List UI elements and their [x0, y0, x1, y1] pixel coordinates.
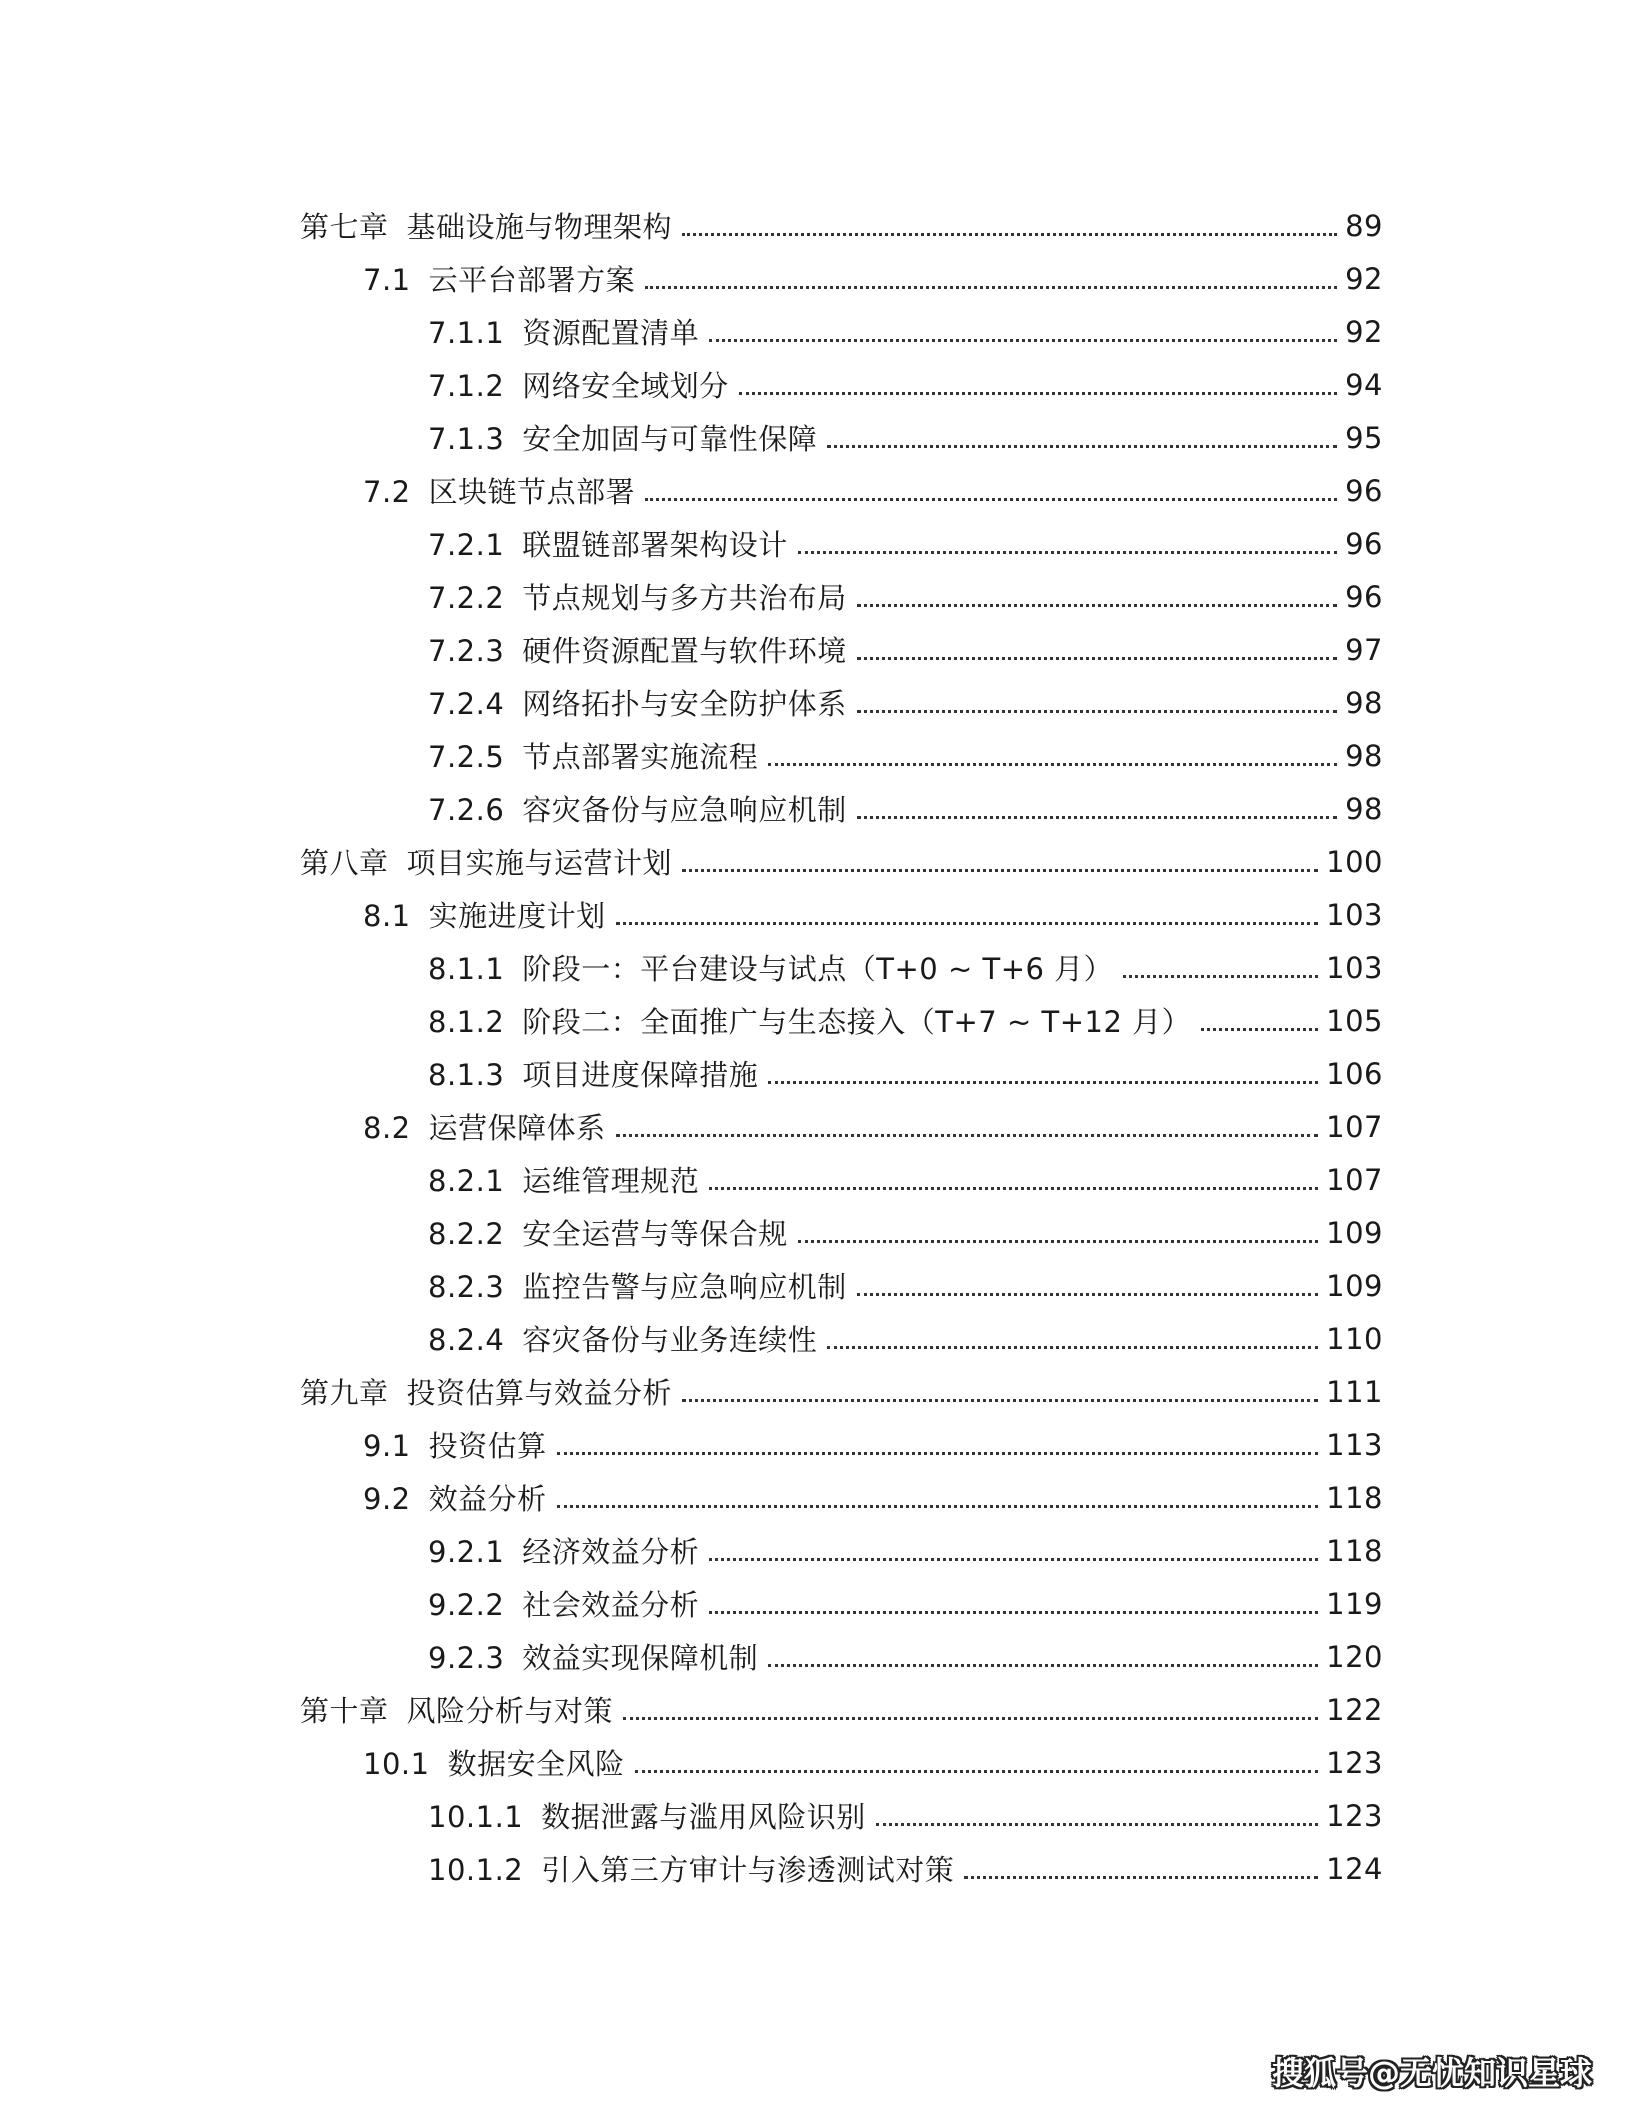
toc-entry-level-3[interactable]: [300, 1577, 1383, 1630]
toc-entry-page-number: 96: [1345, 526, 1383, 561]
dot-leader: [682, 1398, 1318, 1402]
toc-entry-number: 7.1.3: [428, 422, 505, 456]
dot-leader: [1123, 974, 1318, 978]
toc-entry-number: 7.1: [363, 263, 411, 297]
toc-entry-page-number: 107: [1326, 1109, 1383, 1144]
toc-entry-title: 基础设施与物理架构: [406, 210, 673, 244]
dot-leader: [857, 656, 1337, 660]
toc-entry-level-2[interactable]: [300, 1100, 1383, 1153]
dot-leader: [876, 1822, 1318, 1826]
dot-leader: [768, 762, 1337, 766]
toc-entry-level-3[interactable]: [300, 1206, 1383, 1259]
toc-entry-title: 阶段二：全面推广与生态接入（T+7 ~ T+12 月）: [522, 1005, 1192, 1039]
toc-entry-title: 联盟链部署架构设计: [522, 528, 788, 562]
toc-entry-page-number: 100: [1326, 844, 1383, 879]
toc-entry-level-2[interactable]: [300, 1736, 1383, 1789]
dot-leader: [1201, 1027, 1318, 1031]
toc-entry-level-3[interactable]: [300, 941, 1383, 994]
toc-entry-heading: [428, 1318, 817, 1359]
toc-entry-heading: [428, 1636, 758, 1677]
toc-entry-level-3[interactable]: [300, 994, 1383, 1047]
toc-entry-title: 运营保障体系: [428, 1111, 606, 1145]
toc-entry-heading: [428, 1848, 954, 1889]
toc-entry-number: 9.2.1: [428, 1535, 505, 1569]
dot-leader: [857, 815, 1337, 819]
toc-entry-heading: [428, 788, 847, 829]
toc-entry-level-3[interactable]: [300, 1789, 1383, 1842]
toc-entry-level-3[interactable]: [300, 305, 1383, 358]
toc-entry-title: 安全加固与可靠性保障: [522, 422, 818, 456]
toc-entry-page-number: 111: [1326, 1374, 1383, 1409]
toc-entry-number: 7.2.2: [428, 581, 505, 615]
toc-entry-level-2[interactable]: [300, 252, 1383, 305]
toc-entry-page-number: 98: [1345, 738, 1383, 773]
toc-entry-number: 8.1.2: [428, 1005, 505, 1039]
dot-leader: [645, 497, 1337, 501]
toc-entry-page-number: 92: [1345, 314, 1383, 349]
toc-entry-title: 风险分析与对策: [406, 1694, 614, 1728]
toc-entry-heading: [428, 1583, 699, 1624]
toc-entry-level-1[interactable]: [300, 199, 1383, 252]
dot-leader: [739, 391, 1337, 395]
toc-entry-number: 第八章: [300, 846, 389, 880]
toc-entry-page-number: 123: [1326, 1798, 1383, 1833]
toc-entry-title: 投资估算: [428, 1429, 547, 1463]
toc-entry-title: 阶段一：平台建设与试点（T+0 ~ T+6 月）: [522, 952, 1114, 986]
toc-entry-heading: [428, 1530, 699, 1571]
toc-entry-level-2[interactable]: [300, 1418, 1383, 1471]
toc-entry-heading: [363, 470, 635, 511]
toc-entry-number: 8.1.1: [428, 952, 505, 986]
toc-entry-page-number: 98: [1345, 791, 1383, 826]
toc-entry-page-number: 92: [1345, 261, 1383, 296]
toc-entry-title: 容灾备份与业务连续性: [522, 1323, 818, 1357]
toc-entry-title: 硬件资源配置与软件环境: [522, 634, 847, 668]
dot-leader: [635, 1769, 1319, 1773]
toc-entry-number: 7.2.5: [428, 740, 505, 774]
dot-leader: [857, 1292, 1318, 1296]
toc-entry-number: 8.2.3: [428, 1270, 505, 1304]
toc-entry-number: 7.2.1: [428, 528, 505, 562]
toc-entry-level-3[interactable]: [300, 411, 1383, 464]
toc-entry-page-number: 123: [1326, 1745, 1383, 1780]
toc-entry-level-3[interactable]: [300, 517, 1383, 570]
toc-entry-heading: [428, 417, 817, 458]
toc-entry-number: 第七章: [300, 210, 389, 244]
toc-entry-heading: [363, 1477, 547, 1518]
toc-entry-page-number: 109: [1326, 1268, 1383, 1303]
toc-entry-title: 项目进度保障措施: [522, 1058, 759, 1092]
toc-entry-level-3[interactable]: [300, 570, 1383, 623]
toc-entry-heading: [428, 1795, 866, 1836]
toc-entry-number: 8.1.3: [428, 1058, 505, 1092]
toc-entry-level-1[interactable]: [300, 1365, 1383, 1418]
dot-leader: [557, 1504, 1319, 1508]
toc-entry-heading: [428, 311, 699, 352]
toc-entry-number: 7.2.3: [428, 634, 505, 668]
toc-entry-number: 9.2.2: [428, 1588, 505, 1622]
toc-entry-page-number: 119: [1326, 1586, 1383, 1621]
dot-leader: [557, 1451, 1319, 1455]
toc-entry-number: 第九章: [300, 1376, 389, 1410]
dot-leader: [709, 338, 1337, 342]
toc-entry-title: 数据安全风险: [447, 1747, 625, 1781]
toc-entry-title: 网络安全域划分: [522, 369, 729, 403]
toc-entry-level-3[interactable]: [300, 1630, 1383, 1683]
toc-entry-page-number: 96: [1345, 579, 1383, 614]
toc-entry-level-3[interactable]: [300, 782, 1383, 835]
toc-entry-heading: [428, 1212, 788, 1253]
toc-entry-heading: [428, 947, 1113, 988]
toc-entry-heading: [363, 258, 635, 299]
toc-entry-title: 区块链节点部署: [428, 475, 636, 509]
dot-leader: [682, 232, 1337, 236]
toc-entry-title: 投资估算与效益分析: [406, 1376, 673, 1410]
toc-entry-title: 资源配置清单: [522, 316, 700, 350]
toc-entry-number: 9.2: [363, 1482, 411, 1516]
toc-entry-heading: [363, 1106, 606, 1147]
toc-entry-title: 节点规划与多方共治布局: [522, 581, 847, 615]
toc-entry-level-3[interactable]: [300, 1524, 1383, 1577]
toc-entry-heading: [428, 682, 847, 723]
toc-entry-heading: [363, 1424, 547, 1465]
toc-entry-level-3[interactable]: [300, 623, 1383, 676]
toc-entry-title: 引入第三方审计与渗透测试对策: [541, 1853, 955, 1887]
toc-entry-title: 效益分析: [428, 1482, 547, 1516]
toc-entry-title: 运维管理规范: [522, 1164, 700, 1198]
toc-entry-number: 8.2.4: [428, 1323, 505, 1357]
toc-entry-number: 8.1: [363, 899, 411, 933]
toc-entry-level-3[interactable]: [300, 1312, 1383, 1365]
toc-entry-page-number: 106: [1326, 1056, 1383, 1091]
toc-entry-level-3[interactable]: [300, 1259, 1383, 1312]
toc-entry-level-1[interactable]: [300, 835, 1383, 888]
toc-entry-title: 实施进度计划: [428, 899, 606, 933]
toc-entry-title: 节点部署实施流程: [522, 740, 759, 774]
toc-entry-heading: [428, 629, 847, 670]
toc-entry-level-3[interactable]: [300, 1153, 1383, 1206]
dot-leader: [709, 1186, 1318, 1190]
toc-entry-heading: [300, 841, 672, 882]
toc-entry-title: 安全运营与等保合规: [522, 1217, 788, 1251]
toc-entry-level-3[interactable]: [300, 1047, 1383, 1100]
dot-leader: [827, 1345, 1318, 1349]
toc-entry-page-number: 107: [1326, 1162, 1383, 1197]
toc-entry-title: 社会效益分析: [522, 1588, 700, 1622]
toc-entry-page-number: 105: [1326, 1003, 1383, 1038]
table-of-contents: [300, 199, 1383, 1895]
toc-entry-page-number: 124: [1326, 1851, 1383, 1886]
toc-entry-level-2[interactable]: [300, 1471, 1383, 1524]
toc-entry-page-number: 103: [1326, 950, 1383, 985]
toc-entry-number: 9.2.3: [428, 1641, 505, 1675]
toc-entry-level-3[interactable]: [300, 358, 1383, 411]
dot-leader: [964, 1875, 1318, 1879]
toc-entry-page-number: 96: [1345, 473, 1383, 508]
toc-entry-number: 8.2.2: [428, 1217, 505, 1251]
dot-leader: [616, 1133, 1319, 1137]
toc-entry-number: 10.1: [363, 1747, 430, 1781]
toc-entry-number: 7.2.6: [428, 793, 505, 827]
toc-entry-number: 第十章: [300, 1694, 389, 1728]
toc-entry-title: 网络拓扑与安全防护体系: [522, 687, 847, 721]
toc-entry-heading: [300, 205, 672, 246]
toc-entry-page-number: 98: [1345, 685, 1383, 720]
toc-entry-number: 8.2: [363, 1111, 411, 1145]
toc-entry-title: 效益实现保障机制: [522, 1641, 759, 1675]
toc-entry-page-number: 118: [1326, 1480, 1383, 1515]
watermark: 搜狐号@无忧知识星球: [1271, 2054, 1592, 2092]
toc-entry-page-number: 89: [1345, 208, 1383, 243]
dot-leader: [623, 1716, 1318, 1720]
toc-entry-page-number: 94: [1345, 367, 1383, 402]
toc-entry-title: 监控告警与应急响应机制: [522, 1270, 847, 1304]
toc-entry-heading: [428, 735, 758, 776]
toc-entry-heading: [428, 1053, 758, 1094]
dot-leader: [827, 444, 1337, 448]
toc-entry-level-2[interactable]: [300, 888, 1383, 941]
toc-entry-page-number: 97: [1345, 632, 1383, 667]
toc-entry-heading: [300, 1371, 672, 1412]
toc-entry-title: 数据泄露与滥用风险识别: [541, 1800, 866, 1834]
toc-entry-level-3[interactable]: [300, 729, 1383, 782]
toc-entry-level-3[interactable]: [300, 676, 1383, 729]
dot-leader: [768, 1663, 1318, 1667]
dot-leader: [857, 603, 1337, 607]
toc-entry-page-number: 110: [1326, 1321, 1383, 1356]
dot-leader: [616, 921, 1319, 925]
dot-leader: [709, 1610, 1318, 1614]
toc-entry-heading: [428, 1000, 1191, 1041]
dot-leader: [682, 868, 1318, 872]
toc-entry-number: 7.1.2: [428, 369, 505, 403]
dot-leader: [768, 1080, 1318, 1084]
toc-entry-page-number: 103: [1326, 897, 1383, 932]
toc-entry-page-number: 95: [1345, 420, 1383, 455]
toc-entry-page-number: 113: [1326, 1427, 1383, 1462]
toc-entry-heading: [428, 523, 788, 564]
toc-entry-page-number: 109: [1326, 1215, 1383, 1250]
toc-entry-page-number: 122: [1326, 1692, 1383, 1727]
toc-entry-level-3[interactable]: [300, 1842, 1383, 1895]
dot-leader: [857, 709, 1337, 713]
toc-entry-level-2[interactable]: [300, 464, 1383, 517]
toc-entry-number: 10.1.2: [428, 1853, 524, 1887]
toc-entry-number: 7.2: [363, 475, 411, 509]
toc-entry-page-number: 118: [1326, 1533, 1383, 1568]
toc-entry-title: 项目实施与运营计划: [406, 846, 673, 880]
toc-entry-level-1[interactable]: [300, 1683, 1383, 1736]
toc-entry-page-number: 120: [1326, 1639, 1383, 1674]
dot-leader: [709, 1557, 1318, 1561]
dot-leader: [798, 1239, 1318, 1243]
toc-entry-heading: [428, 1265, 847, 1306]
toc-entry-number: 7.1.1: [428, 316, 505, 350]
dot-leader: [645, 285, 1337, 289]
toc-entry-number: 8.2.1: [428, 1164, 505, 1198]
toc-entry-heading: [428, 1159, 699, 1200]
toc-entry-heading: [363, 1742, 625, 1783]
toc-entry-title: 云平台部署方案: [428, 263, 636, 297]
toc-entry-number: 10.1.1: [428, 1800, 524, 1834]
toc-entry-title: 经济效益分析: [522, 1535, 700, 1569]
dot-leader: [798, 550, 1337, 554]
toc-entry-heading: [300, 1689, 613, 1730]
toc-entry-number: 7.2.4: [428, 687, 505, 721]
toc-entry-number: 9.1: [363, 1429, 411, 1463]
toc-entry-title: 容灾备份与应急响应机制: [522, 793, 847, 827]
toc-entry-heading: [363, 894, 606, 935]
toc-entry-heading: [428, 364, 729, 405]
toc-entry-heading: [428, 576, 847, 617]
